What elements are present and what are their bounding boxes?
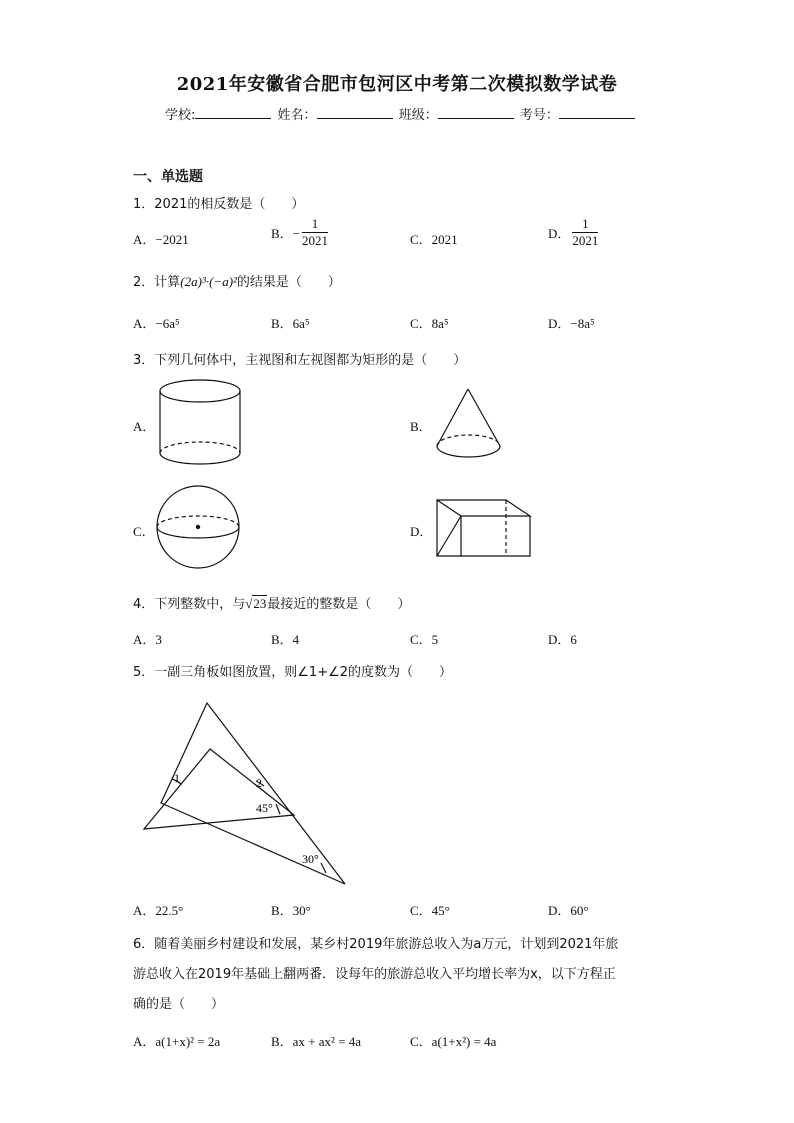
- school-label: 学校:: [165, 108, 196, 123]
- q4-option-b: B．4: [271, 632, 300, 647]
- sqrt-symbol: √: [245, 596, 253, 611]
- q1-b-numerator: 1: [302, 216, 328, 233]
- class-label: 班级：: [398, 108, 438, 123]
- q1-option-b-prefix: B．−: [271, 226, 301, 241]
- q5-stem: 5．一副三角板如图放置，则∠1+∠2的度数为（ ）: [133, 665, 453, 680]
- triangle-45: [144, 749, 294, 829]
- q4-stem-prefix: 4．下列整数中，与: [133, 597, 246, 612]
- q2-option-d: D．−8a⁵: [548, 316, 595, 331]
- q6-option-a: A．a(1+x)² = 2a: [133, 1034, 221, 1049]
- q1-d-denominator: 2021: [572, 233, 599, 248]
- q4-option-d: D．6: [548, 632, 577, 647]
- angle-2-label: 2: [256, 776, 262, 790]
- q5-option-a: A．22.5°: [133, 903, 184, 918]
- q2-expression: (2a)³·(−a)²: [180, 274, 237, 289]
- q3-option-d: D．: [410, 524, 433, 539]
- q6-stem-line3: 确的是（ ）: [133, 997, 225, 1012]
- q1-option-c: C．2021: [410, 232, 458, 247]
- angle-30-mark: [321, 863, 326, 873]
- q6-stem-line1: 6．随着美丽乡村建设和发展，某乡村2019年旅游总收入为a万元，计划到2021年旅: [133, 937, 619, 952]
- q6-stem-line2: 游总收入在2019年基础上翻两番．设每年的旅游总收入平均增长率为x，以下方程正: [133, 967, 616, 982]
- q4-option-a: A．3: [133, 632, 162, 647]
- q6-option-b: B．ax + ax² = 4a: [271, 1034, 362, 1049]
- q1-option-a: A．−2021: [133, 232, 189, 247]
- q4-stem-suffix: 最接近的整数是（ ）: [267, 597, 411, 612]
- q2-option-c: C．8a⁵: [410, 316, 449, 331]
- q3-stem: 3．下列几何体中，主视图和左视图都为矩形的是（ ）: [133, 353, 467, 368]
- q1-option-d-prefix: D．: [548, 226, 571, 241]
- q2-stem-suffix: 的结果是（ ）: [236, 275, 341, 290]
- q2-option-b: B．6a⁵: [271, 316, 310, 331]
- q3-option-c: C．: [133, 524, 155, 539]
- q1-b-denominator: 2021: [302, 233, 329, 248]
- angle-1-label: 1: [174, 771, 180, 785]
- q4-radicand: 23: [253, 596, 267, 611]
- q3-option-a: A．: [133, 419, 156, 434]
- angle-30-label: 30°: [302, 852, 319, 866]
- q3-option-b: B．: [410, 419, 432, 434]
- q1-d-numerator: 1: [572, 216, 598, 233]
- q4-option-c: C．5: [410, 632, 439, 647]
- q1-stem: 1．2021的相反数是（ ）: [133, 197, 305, 212]
- name-label: 姓名：: [277, 108, 317, 123]
- q6-option-c: C．a(1+x²) = 4a: [410, 1034, 497, 1049]
- q5-option-d: D．60°: [548, 903, 589, 918]
- section-heading: 一、单选题: [133, 169, 203, 185]
- q5-option-b: B．30°: [271, 903, 311, 918]
- q2-stem-prefix: 2．计算: [133, 275, 181, 290]
- q5-option-c: C．45°: [410, 903, 450, 918]
- number-label: 考号：: [519, 108, 559, 123]
- q2-option-a: A．−6a⁵: [133, 316, 180, 331]
- angle-45-label: 45°: [256, 801, 273, 815]
- angle-45-mark: [276, 804, 280, 814]
- page-title: 2021年安徽省合肥市包河区中考第二次模拟数学试卷: [176, 74, 618, 95]
